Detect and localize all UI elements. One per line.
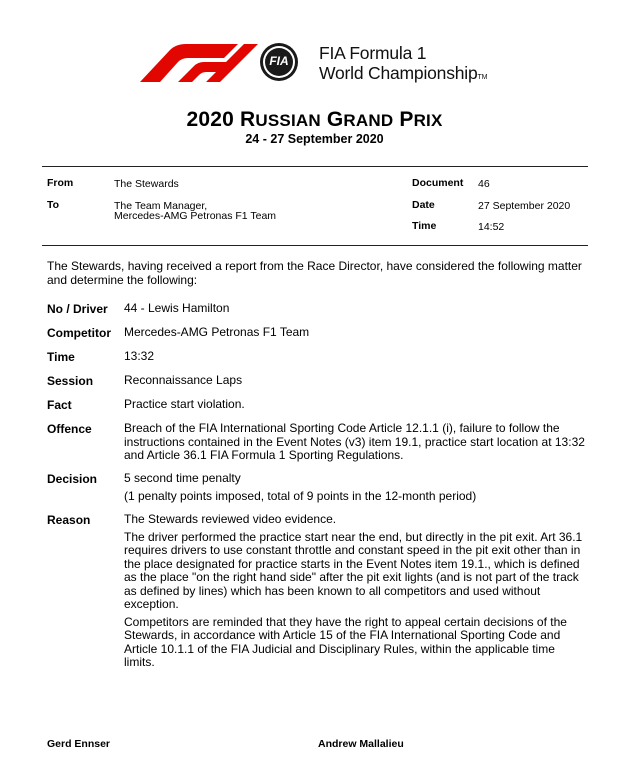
to-value-line1: The Team Manager, (114, 200, 208, 212)
title-part: P (393, 108, 414, 131)
decision-value (124, 472, 586, 503)
competitor-label: Competitor (47, 326, 111, 340)
fia-badge-text: FIA (269, 54, 289, 68)
date-value: 27 September 2020 (478, 200, 571, 212)
penalty-points-note: (1 penalty points imposed, total of 9 points in the 12-month period) (124, 488, 477, 503)
intro-text: The Stewards, having received a report from the Race Director, have considered the following matter and determine the following: (47, 259, 582, 287)
offence-value: Breach of the FIA International Sporting Code Article 12.1.1 (i), failure to follow the instructions contained in the Event Notes (v3) item 19.1, practice start location at 13:32 and Article 36.1 FIA Formula 1 Sporting Regulations. (124, 421, 585, 462)
title-part: 2020 R (186, 108, 256, 131)
f1-fia-logo (128, 38, 523, 88)
decision-label: Decision (47, 472, 98, 486)
driver-label: No / Driver (47, 302, 108, 316)
reason-label: Reason (47, 513, 91, 527)
session-value: Reconnaissance Laps (124, 373, 243, 387)
title-part: USSIAN (255, 111, 321, 130)
from-label: From (47, 177, 74, 189)
penalty-text: 5 second time penalty (124, 471, 241, 485)
title-part: RAND (343, 111, 394, 130)
session-label: Session (47, 374, 94, 388)
reason-paragraph-1: The Stewards reviewed video evidence. (124, 512, 337, 526)
top-divider (42, 166, 588, 167)
trademark: TM (477, 74, 488, 81)
document-value: 46 (478, 178, 490, 190)
document-label: Document (412, 177, 464, 189)
steward-signature-2: Andrew Mallalieu (318, 738, 404, 750)
title-part: RIX (413, 111, 443, 130)
event-title (0, 108, 629, 132)
date-label: Date (412, 199, 435, 211)
logo-text-line2 (319, 63, 487, 88)
time-value: 13:32 (124, 349, 155, 363)
logo-text (319, 43, 487, 88)
offence-label: Offence (47, 422, 92, 436)
event-dates: 24 - 27 September 2020 (245, 132, 384, 146)
competitor-value: Mercedes-AMG Petronas F1 Team (124, 325, 310, 339)
time-value: 14:52 (478, 221, 505, 233)
reason-value (124, 513, 586, 670)
reason-paragraph-3: Competitors are reminded that they have the right to appeal certain decisions of the Stewards, in accordance with Article 15 of the FIA International Sporting Code and Article 10.1.1 of the FIA Judicial and Disciplinary Rules, within the applicable time limits. (124, 614, 567, 669)
fact-value: Practice start violation. (124, 397, 245, 411)
steward-signature-1: Gerd Ennser (47, 738, 111, 750)
to-label: To (47, 199, 60, 211)
header-divider (42, 245, 588, 246)
logo-text-line2-value: World Championship (319, 63, 478, 83)
fact-label: Fact (47, 398, 72, 412)
reason-paragraph-2: The driver performed the practice start near the end, but directly in the pit exit. Art 36.1 requires drivers to use constant throttle and constant speed in the pit exit other than in the place designated for practice starts in the Event Notes item 19.1., which is defined as the place "on the right hand side" after the pit exit lights (and is not part of the track as defined by lines) which has been known to all competitors and used without exception. (124, 529, 583, 611)
time-label: Time (412, 220, 437, 232)
from-value: The Stewards (114, 178, 179, 190)
driver-value: 44 - Lewis Hamilton (124, 301, 230, 315)
logo-text-line1: FIA Formula 1 (319, 43, 427, 63)
to-value-line2: Mercedes-AMG Petronas F1 Team (114, 210, 277, 222)
time-label: Time (47, 350, 75, 364)
title-part: G (320, 108, 344, 131)
